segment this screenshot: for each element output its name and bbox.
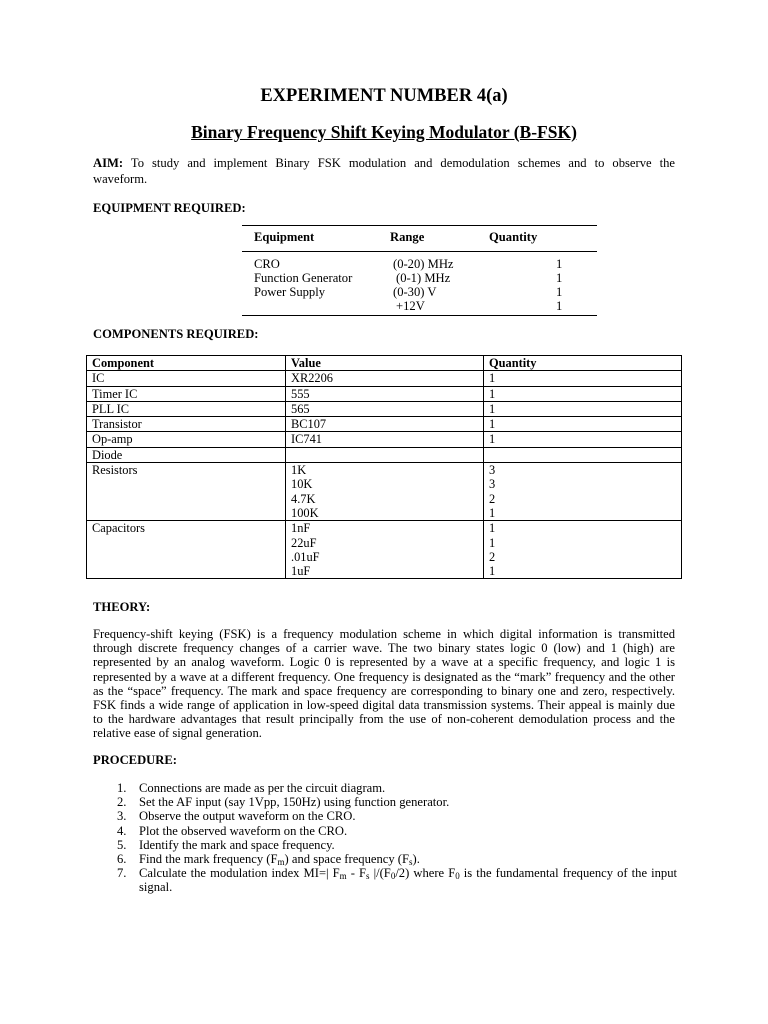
step-text xyxy=(139,852,677,866)
component-value: 1K xyxy=(291,463,307,478)
table-row xyxy=(87,521,682,579)
step-number: 3. xyxy=(117,809,127,824)
component-qty: 2 xyxy=(489,491,496,506)
components-header-value: Value xyxy=(286,356,484,371)
list-item xyxy=(117,795,677,809)
component-name: Transistor xyxy=(87,417,286,432)
component-qty: 1 xyxy=(484,401,682,416)
step-text-part: /2) where F xyxy=(395,866,456,881)
equipment-row-name: Function Generator xyxy=(254,271,353,285)
step-text xyxy=(139,866,677,894)
equipment-row-range: (0-1) MHz xyxy=(396,271,451,285)
step-number: 6. xyxy=(117,852,127,867)
component-value: 1uF xyxy=(291,564,311,579)
component-qty: 3 xyxy=(489,463,496,478)
component-value: XR2206 xyxy=(286,371,484,386)
equipment-row-name: Power Supply xyxy=(254,285,326,299)
component-value xyxy=(286,447,484,462)
experiment-title: EXPERIMENT NUMBER 4(a) xyxy=(260,86,508,106)
theory-heading: THEORY: xyxy=(93,600,151,614)
equipment-row-qty: 1 xyxy=(556,285,563,299)
step-number: 1. xyxy=(117,781,127,795)
component-qty xyxy=(484,447,682,462)
step-text: Plot the observed waveform on the CRO. xyxy=(139,823,348,838)
step-number: 4. xyxy=(117,823,127,838)
equipment-header-quantity: Quantity xyxy=(489,230,538,244)
step-text-part: is the fundamental frequency of the input signal. xyxy=(139,866,678,895)
component-name: Resistors xyxy=(87,463,286,521)
step-text: Set the AF input (say 1Vpp, 150Hz) using function generator. xyxy=(139,795,450,810)
theory-paragraph: Frequency-shift keying (FSK) is a frequency modulation scheme in which digital information is transmitted through discrete frequency changes of a carrier wave. The two binary states logic 0 (low) and 1 (high) are represented by an analog waveform. Logic 0 is represented by a wave at a specific frequency, and logic 1 is represented by a wave at a different frequency. One frequency is designated as the “mark” frequency and the other as the “space” frequency. The mark and space frequency are corresponding to binary one and zero, respectively. FSK finds a wide range of application in low-speed digital data transmission systems. Their appeal is mainly due to the hardware advantages that result principally from the use of non-coherent demodulation process and the relative ease of signal generation. xyxy=(93,627,675,741)
table-header-row xyxy=(87,356,682,371)
component-qty: 1 xyxy=(484,432,682,447)
component-name: PLL IC xyxy=(87,401,286,416)
table-row xyxy=(87,417,682,432)
component-value: 1nF xyxy=(291,521,311,536)
component-name: Timer IC xyxy=(87,386,286,401)
component-value: 555 xyxy=(286,386,484,401)
subscript: s xyxy=(409,857,413,868)
table-row xyxy=(87,463,682,521)
component-qty: 1 xyxy=(489,564,496,579)
equipment-row-qty: 1 xyxy=(556,271,563,285)
component-qty: 3 xyxy=(489,477,496,492)
step-text: Observe the output waveform on the CRO. xyxy=(139,809,356,824)
equipment-header-equipment: Equipment xyxy=(254,230,315,244)
component-qty-list xyxy=(484,463,682,521)
components-header-component: Component xyxy=(87,356,286,371)
table-row xyxy=(87,371,682,386)
procedure-heading: PROCEDURE: xyxy=(93,753,177,767)
list-item xyxy=(117,809,677,823)
component-value: 10K xyxy=(291,477,313,492)
step-text: Connections are made as per the circuit diagram. xyxy=(139,781,386,795)
component-name: IC xyxy=(87,371,286,386)
step-text-part: - F xyxy=(346,866,366,881)
equipment-row-name: CRO xyxy=(254,257,280,271)
component-value: .01uF xyxy=(291,549,320,564)
aim-line-1 xyxy=(93,156,675,172)
component-qty: 1 xyxy=(484,386,682,401)
subscript: s xyxy=(366,871,370,882)
table-row xyxy=(87,432,682,447)
list-item xyxy=(117,824,677,838)
component-value-list xyxy=(286,521,484,579)
aim-line-2: waveform. xyxy=(93,171,148,186)
subscript: m xyxy=(277,857,285,868)
equipment-row-range: (0-30) V xyxy=(393,285,437,299)
component-name: Diode xyxy=(87,447,286,462)
list-item xyxy=(117,866,677,894)
component-qty: 1 xyxy=(489,535,496,550)
list-item xyxy=(117,838,677,852)
equipment-header-range: Range xyxy=(390,230,425,244)
component-name: Capacitors xyxy=(87,521,286,579)
subscript: 0 xyxy=(455,871,460,882)
component-qty: 1 xyxy=(489,505,496,520)
component-qty: 1 xyxy=(489,521,496,536)
step-text-part: ) and space frequency (F xyxy=(284,852,409,867)
component-qty: 2 xyxy=(489,549,496,564)
components-table xyxy=(86,355,682,579)
table-row xyxy=(87,386,682,401)
equipment-row-qty: 1 xyxy=(556,299,563,313)
equipment-row-qty: 1 xyxy=(556,257,563,271)
table-row xyxy=(87,401,682,416)
step-text-part: |/(F xyxy=(369,866,391,881)
aim-paragraph xyxy=(93,156,675,187)
component-value-list xyxy=(286,463,484,521)
component-value: 4.7K xyxy=(291,491,316,506)
step-text: Identify the mark and space frequency. xyxy=(139,837,335,852)
component-value: IC741 xyxy=(286,432,484,447)
component-value: 100K xyxy=(291,505,319,520)
list-item xyxy=(117,781,677,795)
equipment-heading: EQUIPMENT REQUIRED: xyxy=(93,201,246,215)
component-value: BC107 xyxy=(286,417,484,432)
list-item xyxy=(117,852,677,866)
step-number: 2. xyxy=(117,795,127,810)
step-text-part: Calculate the modulation index MI=| F xyxy=(139,866,340,881)
step-text-part: Find the mark frequency (F xyxy=(139,852,278,867)
procedure-list xyxy=(117,781,677,895)
experiment-subtitle: Binary Frequency Shift Keying Modulator (B-FSK) xyxy=(191,122,577,142)
equipment-row-range: (0-20) MHz xyxy=(393,257,454,271)
aim-label: AIM: xyxy=(93,156,124,170)
component-qty-list xyxy=(484,521,682,579)
subscript: m xyxy=(339,871,347,882)
subscript: 0 xyxy=(390,871,396,882)
step-text-part: ). xyxy=(412,852,420,867)
components-heading: COMPONENTS REQUIRED: xyxy=(93,327,259,341)
equipment-bottom-rule xyxy=(242,315,597,316)
equipment-row-range: +12V xyxy=(396,299,425,313)
component-name: Op-amp xyxy=(87,432,286,447)
component-value: 22uF xyxy=(291,535,317,550)
aim-text-1: To study and implement Binary FSK modulation and demodulation schemes and to observe the xyxy=(130,156,675,170)
equipment-top-rule xyxy=(242,225,597,226)
component-qty: 1 xyxy=(484,371,682,386)
component-value: 565 xyxy=(286,401,484,416)
step-number: 5. xyxy=(117,837,127,852)
component-qty: 1 xyxy=(484,417,682,432)
equipment-header-rule xyxy=(242,251,597,252)
table-row xyxy=(87,447,682,462)
step-number: 7. xyxy=(117,866,127,881)
components-header-quantity: Quantity xyxy=(484,356,682,371)
